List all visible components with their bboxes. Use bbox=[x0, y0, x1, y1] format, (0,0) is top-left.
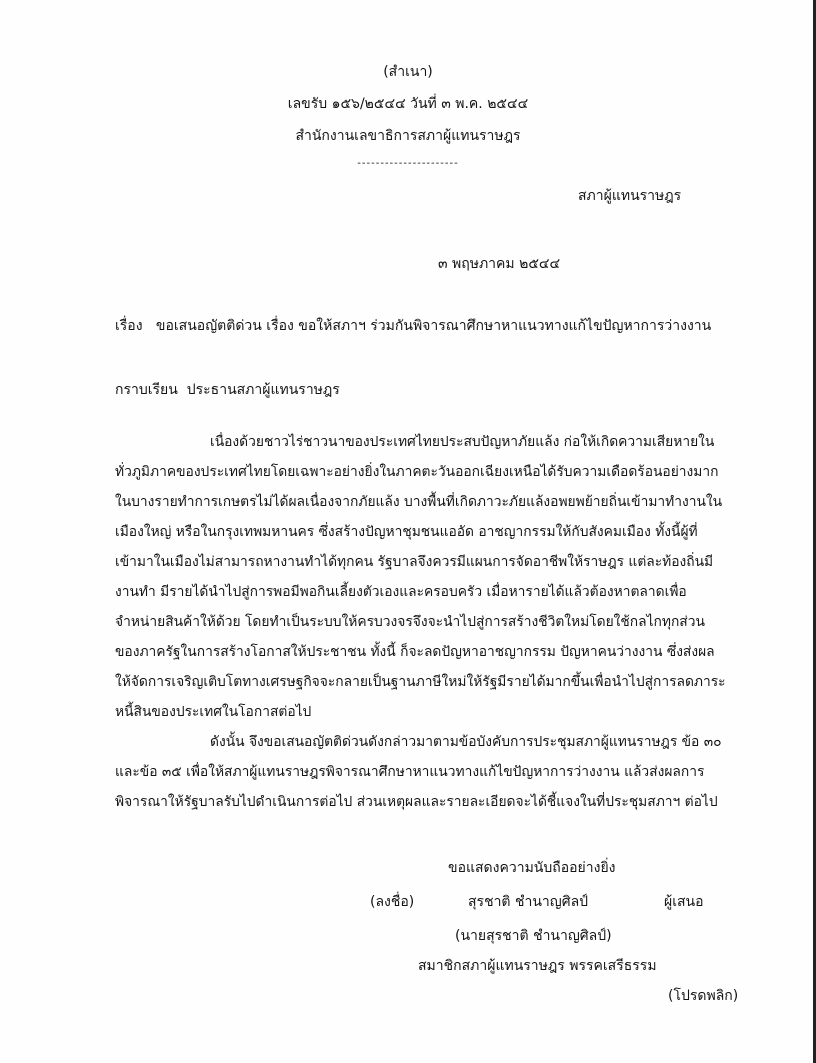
letter-date: ๓ พฤษภาคม ๒๕๔๔ bbox=[438, 256, 561, 272]
subject-line bbox=[115, 316, 711, 336]
salutation-label: กราบเรียน bbox=[115, 382, 178, 398]
body-line: งานทำ มีรายได้นำไปสู่การพอมีพอกินเลี้ยงตัวเองและครอบครัว เมื่อหารายได้แล้วต้องหาตลาดเพื่อ bbox=[115, 584, 687, 600]
closing-respect: ขอแสดงความนับถืออย่างยิ่ง bbox=[448, 860, 616, 876]
body-line: ทั่วภูมิภาคของประเทศไทยโดยเฉพาะอย่างยิ่งในภาคตะวันออกเฉียงเหนือได้รับความเดือดร้อนอย่างมาก bbox=[115, 464, 719, 480]
body-line: หนี้สินของประเทศในโอกาสต่อไป bbox=[115, 704, 312, 720]
receipt-number: เลขรับ ๑๕๖/๒๕๔๔ วันที่ ๓ พ.ค. ๒๕๔๔ bbox=[287, 96, 529, 112]
member-position: สมาชิกสภาผู้แทนราษฎร พรรคเสรีธรรม bbox=[418, 958, 657, 974]
office-name: สำนักงานเลขาธิการสภาผู้แทนราษฎร bbox=[295, 128, 521, 144]
body-line: ของภาครัฐในการสร้างโอกาสให้ประชาชน ทั้งนี้ ก็จะลดปัญหาอาชญากรรม ปัญหาคนว่างงาน ซึ่งส่งผล bbox=[115, 644, 715, 660]
printed-name: (นายสุรชาติ ชำนาญศิลป์) bbox=[455, 928, 612, 944]
proposer-role: ผู้เสนอ bbox=[664, 894, 704, 910]
body-line: ดังนั้น จึงขอเสนอญัตติด่วนดังกล่าวมาตามข้อบังคับการประชุมสภาผู้แทนราษฎร ข้อ ๓๐ bbox=[210, 734, 722, 750]
turn-over-note: (โปรดพลิก) bbox=[668, 988, 739, 1004]
sender-place: สภาผู้แทนราษฎร bbox=[578, 188, 682, 204]
copy-mark: (สำเนา) bbox=[383, 64, 433, 80]
subject-text: ขอเสนอญัตติด่วน เรื่อง ขอให้สภาฯ ร่วมกันพิจารณาศึกษาหาแนวทางแก้ไขปัญหาการว่างงาน bbox=[155, 318, 712, 334]
subject-label: เรื่อง bbox=[115, 318, 143, 334]
body-line: เข้ามาในเมืองไม่สามารถหางานทำได้ทุกคน รัฐบาลจึงควรมีแผนการจัดอาชีพให้ราษฎร แต่ละท้องถิ่นมี bbox=[115, 554, 714, 570]
signature-name: สุรชาติ ชำนาญศิลป์ bbox=[468, 894, 589, 910]
body-line: เมืองใหญ่ หรือในกรุงเทพมหานคร ซึ่งสร้างปัญหาชุมชนแออัด อาชญากรรมให้กับสังคมเมือง ทั้งนี้ผู้ที่ bbox=[115, 524, 698, 540]
body-line: เนื่องด้วยชาวไร่ชาวนาของประเทศไทยประสบปัญหาภัยแล้ง ก่อให้เกิดความเสียหายใน bbox=[210, 434, 715, 450]
header-separator: ---------------------- bbox=[357, 158, 459, 169]
body-line: และข้อ ๓๕ เพื่อให้สภาผู้แทนราษฎรพิจารณาศึกษาหาแนวทางแก้ไขปัญหาการว่างงาน แล้วส่งผลการ bbox=[115, 764, 705, 780]
body-line: พิจารณาให้รัฐบาลรับไปดำเนินการต่อไป ส่วนเหตุผลและรายละเอียดจะได้ชี้แจงในที่ประชุมสภาฯ ต่อไป bbox=[115, 794, 718, 810]
salutation-text: ประธานสภาผู้แทนราษฎร bbox=[186, 382, 340, 398]
sign-label: (ลงชื่อ) bbox=[370, 894, 415, 910]
salutation-line bbox=[115, 380, 340, 400]
body-line: ให้จัดการเจริญเติบโตทางเศรษฐกิจจะกลายเป็นฐานภาษีใหม่ให้รัฐมีรายได้มากขึ้นเพื่อนำไปสู่การลดภาระ bbox=[115, 674, 726, 690]
body-line: ในบางรายทำการเกษตรไม่ได้ผลเนื่องจากภัยแล้ง บางพื้นที่เกิดภาวะภัยแล้งอพยพย้ายถิ่นเข้ามาทำงานใน bbox=[115, 494, 723, 510]
body-line: จำหน่ายสินค้าให้ด้วย โดยทำเป็นระบบให้ครบวงจรจึงจะนำไปสู่การสร้างชีวิตใหม่โดยใช้กลไกทุกส่วน bbox=[115, 614, 705, 630]
